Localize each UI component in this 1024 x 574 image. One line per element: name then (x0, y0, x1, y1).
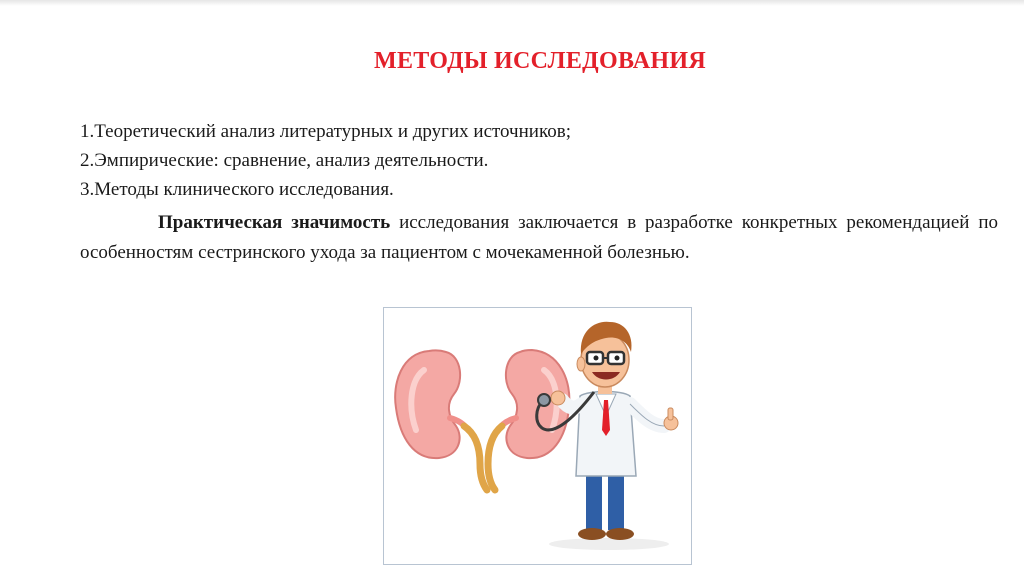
left-ureter (464, 426, 487, 490)
floor-shadow (549, 538, 669, 550)
significance-bold: Практическая значимость (158, 212, 391, 233)
left-kidney (395, 350, 468, 458)
kidneys-doctor-illustration (384, 308, 691, 564)
illustration-frame (383, 307, 692, 565)
slide-title: МЕТОДЫ ИССЛЕДОВАНИЯ (374, 48, 706, 74)
significance-paragraph (80, 208, 998, 268)
method-item-3: 3.Методы клинического исследования. (80, 179, 394, 200)
significance-text: исследования заключается в разработке конкретных рекомендацией по особенностям сестринского ухода за пациентом с мочекаменной болезнью. (80, 212, 998, 263)
right-ureter (488, 426, 502, 490)
method-item-1: 1.Теоретический анализ литературных и других источников; (80, 121, 571, 142)
method-item-2: 2.Эмпирические: сравнение, анализ деятельности. (80, 150, 489, 171)
methods-list (80, 117, 1000, 204)
top-shadow (0, 0, 1024, 6)
